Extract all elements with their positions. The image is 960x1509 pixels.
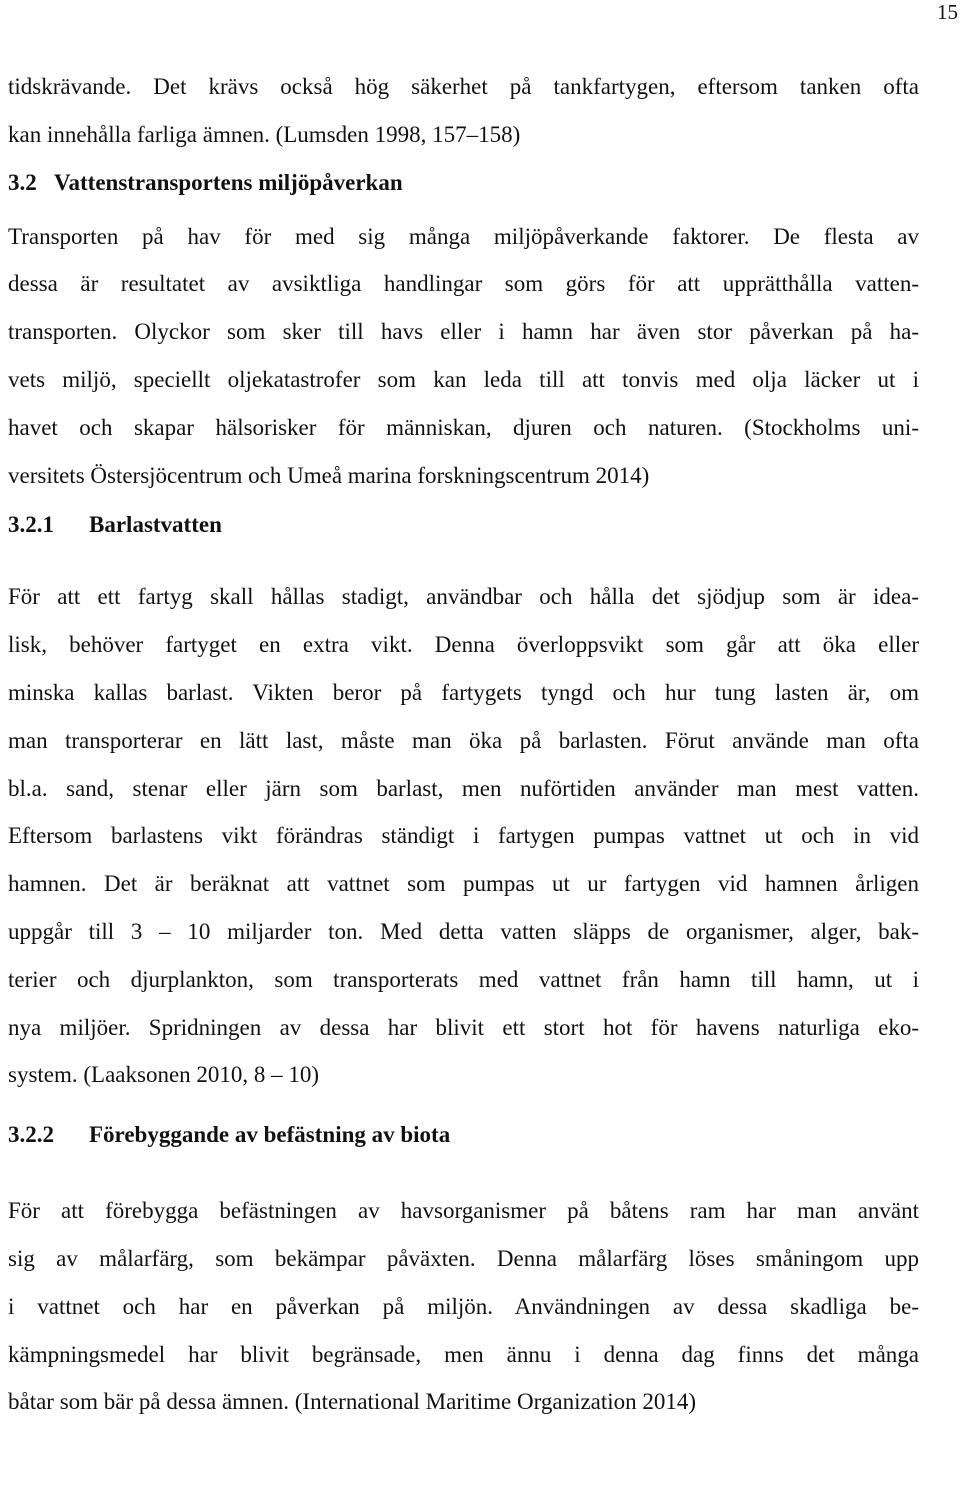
text-line: kan innehålla farliga ämnen. (Lumsden 1998, 157–158) [8, 121, 521, 147]
section-heading-3-2-1 [8, 511, 919, 539]
text-line: dessa är resultatet av avsiktliga handlingar som görs för att upprätthålla vatten- [8, 271, 919, 297]
text-line: system. (Laaksonen 2010, 8 – 10) [8, 1062, 320, 1088]
section-number: 3.2 [8, 169, 37, 195]
text-line: Transporten på hav för med sig många miljöpåverkande faktorer. De flesta av [8, 223, 919, 249]
text-line: versitets Östersjöcentrum och Umeå marina forskningscentrum 2014) [8, 462, 650, 488]
section-title: Förebyggande av befästning av biota [89, 1122, 451, 1148]
text-line: sig av målarfärg, som bekämpar påväxten. Denna målarfärg löses småningom upp [8, 1245, 919, 1271]
section-number: 3.2.2 [8, 1122, 54, 1148]
text-line: transporten. Olyckor som sker till havs eller i hamn har även stor påverkan på ha- [8, 319, 919, 345]
text-line: i vattnet och har en påverkan på miljön. Användningen av dessa skadliga be- [8, 1293, 919, 1319]
text-line: man transporterar en lätt last, måste man öka på barlasten. Förut använde man ofta [8, 727, 919, 753]
section-title: Barlastvatten [89, 512, 222, 538]
text-line: tidskrävande. Det krävs också hög säkerhet på tankfartygen, eftersom tanken ofta [8, 74, 919, 99]
section-title: Vattenstransportens miljöpåverkan [54, 169, 403, 195]
text-line: Eftersom barlastens vikt förändras ständigt i fartygen pumpas vattnet ut och in vid [8, 823, 919, 849]
text-line: lisk, behöver fartyget en extra vikt. Denna överloppsvikt som går att öka eller [8, 632, 919, 658]
text-line: uppgår till 3 – 10 miljarder ton. Med detta vatten släpps de organismer, alger, bak- [8, 918, 919, 944]
text-line: båtar som bär på dessa ämnen. (International Maritime Organization 2014) [8, 1389, 697, 1415]
text-line: För att ett fartyg skall hållas stadigt, användbar och hålla det sjödjup som är idea- [8, 584, 919, 610]
paragraph-intro-continued [8, 63, 919, 159]
text-line: vets miljö, speciellt oljekatastrofer som kan leda till att tonvis med olja läcker ut i [8, 366, 919, 392]
section-heading-3-2-2 [8, 1121, 919, 1149]
section-number: 3.2.1 [8, 512, 54, 538]
paragraph-3-2 [8, 213, 919, 500]
text-line: terier och djurplankton, som transporterats med vattnet från hamn till hamn, ut i [8, 966, 919, 992]
text-line: minska kallas barlast. Vikten beror på fartygets tyngd och hur tung lasten är, om [8, 679, 919, 705]
text-line: bl.a. sand, stenar eller järn som barlast, men nuförtiden använder man mest vatten. [8, 775, 919, 801]
text-line: kämpningsmedel har blivit begränsade, men ännu i denna dag finns det många [8, 1341, 919, 1367]
text-line: havet och skapar hälsorisker för människan, djuren och naturen. (Stockholms uni- [8, 414, 919, 440]
paragraph-3-2-2 [8, 1187, 919, 1426]
document-body [8, 63, 919, 1426]
text-line: För att förebygga befästningen av havsorganismer på båtens ram har man använt [8, 1198, 919, 1224]
text-line: nya miljöer. Spridningen av dessa har blivit ett stort hot för havens naturliga eko- [8, 1014, 919, 1040]
text-line: hamnen. Det är beräknat att vattnet som pumpas ut ur fartygen vid hamnen årligen [8, 871, 919, 897]
section-heading-3-2 [8, 169, 919, 197]
page-number: 15 [937, 0, 958, 24]
paragraph-3-2-1 [8, 573, 919, 1099]
